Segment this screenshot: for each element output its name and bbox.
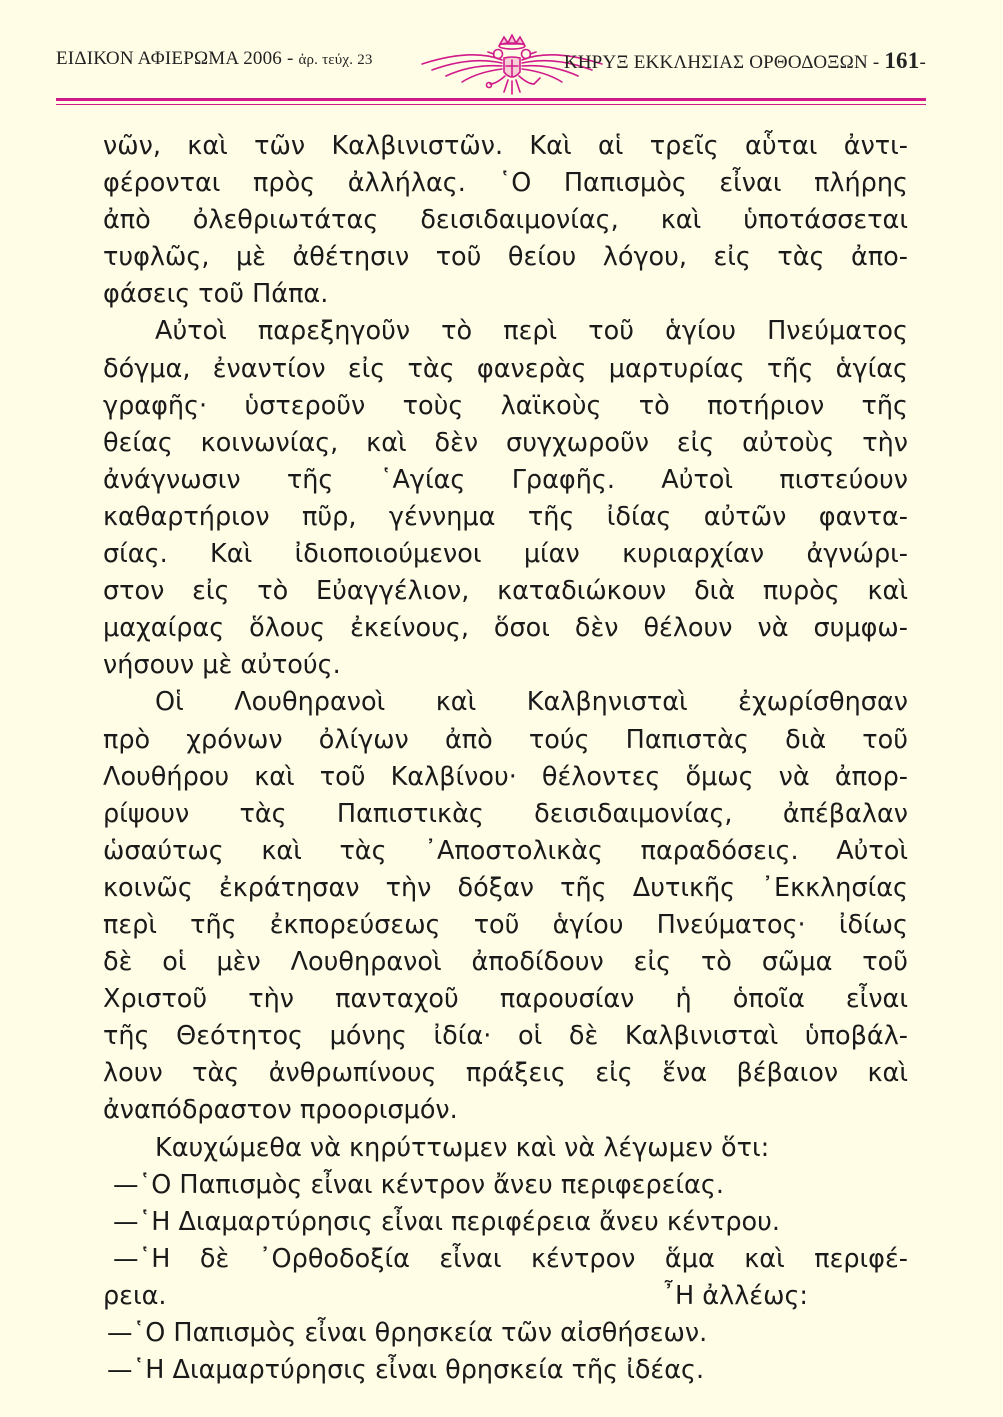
- text-line: Καυχώμεθα νὰ κηρύττωμεν καὶ νὰ λέγωμεν ὅτι:: [155, 1132, 770, 1163]
- text-line: Οἱ Λουθηρανοὶ καὶ Καλβηνισταὶ ἐχωρίσθησαν: [155, 687, 908, 718]
- text-line: ρίψουν τὰς Παπιστικὰς δεισιδαιμονίας, ἀπέβαλαν: [103, 798, 908, 829]
- text-line: σίας. Καὶ ἰδιοποιούμενοι μίαν κυριαρχίαν ἀγνώρι-: [103, 539, 908, 570]
- text-line: τῆς Θεότητος μόνης ἰδία· οἱ δὲ Καλβινισταὶ ὑποβάλ-: [103, 1021, 908, 1052]
- text-line: —῾Η δὲ ᾿Ορθοδοξία εἶναι κέντρον ἅμα καὶ περιφέ-: [113, 1243, 908, 1274]
- header-rule-thin: [56, 104, 926, 105]
- header-left: [56, 48, 373, 70]
- text-line: φάσεις τοῦ Πάπα.: [103, 279, 329, 310]
- text-line: δὲ οἱ μὲν Λουθηρανοὶ ἀποδίδουν εἰς τὸ σῶμα τοῦ: [103, 947, 908, 978]
- text-line: καθαρτήριον πῦρ, γέννημα τῆς ἰδίας αὐτῶν φαντα-: [103, 501, 908, 532]
- text-line: γραφῆς· ὑστεροῦν τοὺς λαϊκοὺς τὸ ποτήριον τῆς: [103, 390, 908, 421]
- page-number-suffix: -: [919, 52, 926, 73]
- page-header: [56, 34, 926, 94]
- text-line: νήσουν μὲ αὐτούς.: [103, 650, 341, 681]
- text-line: μαχαίρας ὅλους ἐκείνους, ὅσοι δὲν θέλουν νὰ συμφω-: [103, 613, 908, 644]
- text-line: —῾Ο Παπισμὸς εἶναι κέντρον ἄνευ περιφερείας.: [113, 1169, 724, 1200]
- text-line: λουν τὰς ἀνθρωπίνους πράξεις εἰς ἕνα βέβαιον καὶ: [103, 1058, 908, 1089]
- text-line: τυφλῶς, μὲ ἀθέτησιν τοῦ θείου λόγου, εἰς τὰς ἀπο-: [103, 242, 908, 273]
- header-right: [564, 48, 926, 74]
- text-line: πρὸ χρόνων ὀλίγων ἀπὸ τούς Παπιστὰς διὰ τοῦ: [103, 724, 908, 755]
- text-line: —῾Ο Παπισμὸς εἶναι θρησκεία τῶν αἰσθήσεων.: [107, 1318, 708, 1348]
- text-line: νῶν, καὶ τῶν Καλβινιστῶν. Καὶ αἱ τρεῖς αὗται ἀντι-: [103, 131, 908, 161]
- text-line: Λουθήρου καὶ τοῦ Καλβίνου· θέλοντες ὅμως νὰ ἀπορ-: [103, 761, 908, 792]
- text-line: ῏Η ἀλλέως:: [662, 1280, 808, 1311]
- text-line: —῾Η Διαμαρτύρησις εἶναι θρησκεία τῆς ἰδέας.: [107, 1355, 705, 1386]
- page-number: 161: [884, 48, 920, 73]
- text-line: Αὐτοὶ παρεξηγοῦν τὸ περὶ τοῦ ἁγίου Πνεύματος: [155, 316, 908, 347]
- header-right-title: ΚΗΡΥΞ ΕΚΚΛΗΣΙΑΣ ΟΡΘΟΔΟΞΩΝ -: [563, 52, 880, 73]
- header-issue: ἀρ. τεύχ. 23: [298, 52, 373, 68]
- text-line: Χριστοῦ τὴν πανταχοῦ παρουσίαν ἡ ὁποῖα εἶναι: [103, 984, 908, 1015]
- header-left-title: ΕΙΔΙΚΟΝ ΑΦΙΕΡΩΜΑ 2006 -: [56, 48, 294, 69]
- text-line: ρεια.: [103, 1280, 167, 1311]
- text-line: φέρονται πρὸς ἀλλήλας. ῾Ο Παπισμὸς εἶναι πλήρης: [103, 168, 908, 199]
- text-line: περὶ τῆς ἐκπορεύσεως τοῦ ἁγίου Πνεύματος· ἰδίως: [103, 909, 908, 940]
- article-body: [103, 128, 908, 1389]
- text-line: ἀπὸ ὀλεθριωτάτας δεισιδαιμονίας, καὶ ὑποτάσσεται: [103, 205, 908, 236]
- text-line: ἀναπόδραστον προορισμόν.: [103, 1095, 458, 1126]
- text-line: στον εἰς τὸ Εὐαγγέλιον, καταδιώκουν διὰ πυρὸς καὶ: [103, 576, 908, 607]
- text-line: ἀνάγνωσιν τῆς ῾Αγίας Γραφῆς. Αὐτοὶ πιστεύουν: [103, 464, 908, 495]
- text-line: κοινῶς ἐκράτησαν τὴν δόξαν τῆς Δυτικῆς ᾿Εκκλησίας: [103, 872, 908, 903]
- text-line: θείας κοινωνίας, καὶ δὲν συγχωροῦν εἰς αὐτοὺς τὴν: [103, 427, 908, 458]
- text-line-split: [103, 1278, 908, 1315]
- text-line: —῾Η Διαμαρτύρησις εἶναι περιφέρεια ἄνευ κέντρου.: [113, 1206, 780, 1237]
- header-rule-thick: [56, 98, 926, 101]
- text-line: δόγμα, ἐναντίον εἰς τὰς φανερὰς μαρτυρίας τῆς ἁγίας: [103, 353, 908, 384]
- text-line: ὡσαύτως καὶ τὰς ᾿Αποστολικὰς παραδόσεις. Αὐτοὶ: [103, 835, 908, 866]
